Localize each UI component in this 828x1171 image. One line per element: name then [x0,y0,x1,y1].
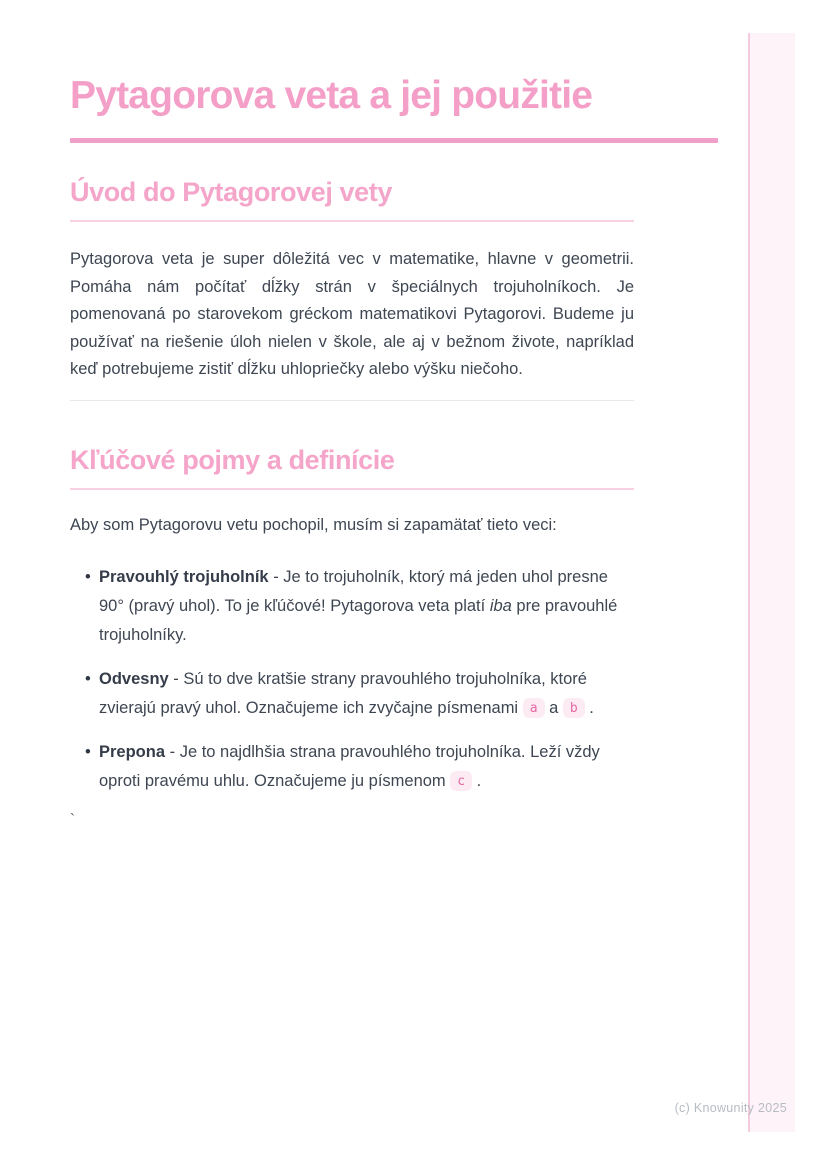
term-definition-text: . [584,698,594,717]
code-badge-b: b [563,698,585,718]
footer-credit: (c) Knowunity 2025 [674,1101,787,1115]
term-definition-text: - Sú to dve kratšie strany pravouhlého trojuholníka, ktoré zvierajú pravý uhol. Označujeme ich zvyčajne písmenami [99,669,587,717]
list-item-pravouhly-trojuholnik [85,563,627,650]
bullet-dot: • [85,742,91,761]
right-margin-stripe [748,33,795,1132]
code-badge-c: c [450,771,472,791]
key-terms-list [70,563,627,796]
intro-paragraph: Pytagorova veta je super dôležitá vec v matematike, hlavne v geometrii. Pomáha nám počítať dĺžky strán v špeciálnych trojuholníkoch. Je pomenovaná po starovekom gréckom matematikovi Pytagorovi. Budeme ju používať na riešenie úloh nielen v škole, ale aj v bežnom živote, napríklad keď potrebujeme zistiť dĺžku uhlopriečky alebo výšku niečoho. [70,250,634,378]
list-item-prepona [85,738,627,796]
code-badge-a: a [523,698,545,718]
emphasized-word: iba [489,596,512,615]
term-prepona: Prepona [99,742,166,761]
list-intro-paragraph: Aby som Pytagorovu vetu pochopil, musím si zapamätať tieto veci: [70,515,557,534]
term-definition-text: . [472,771,482,790]
page-content [70,0,718,828]
stray-backtick-character: ` [70,810,75,828]
list-item-odvesny [85,665,627,723]
term-odvesny: Odvesny [99,669,169,688]
document-title: Pytagorova veta a jej použitie [70,74,593,117]
bullet-dot: • [85,669,91,688]
section-heading-wrap-uvod [70,177,634,222]
term-definition-text: pre pravouhlé trojuholníky. [99,596,618,644]
section-heading-klucove: Kľúčové pojmy a definície [70,444,395,475]
section-heading-wrap-klucove [70,445,634,490]
term-definition-text: a [544,698,563,717]
section-divider [70,400,634,401]
term-pravouhly-trojuholnik: Pravouhlý trojuholník [99,567,269,586]
title-divider-rule [70,138,718,143]
section-heading-uvod: Úvod do Pytagorovej vety [70,177,392,207]
term-definition-text: - Je to trojuholník, ktorý má jeden uhol presne 90° (pravý uhol). To je kľúčové! Pytagorova veta platí [99,567,608,615]
bullet-dot: • [85,567,91,586]
term-definition-text: - Je to najdlhšia strana pravouhlého trojuholníka. Leží vždy oproti pravému uhlu. Označujeme ju písmenom [99,742,600,790]
